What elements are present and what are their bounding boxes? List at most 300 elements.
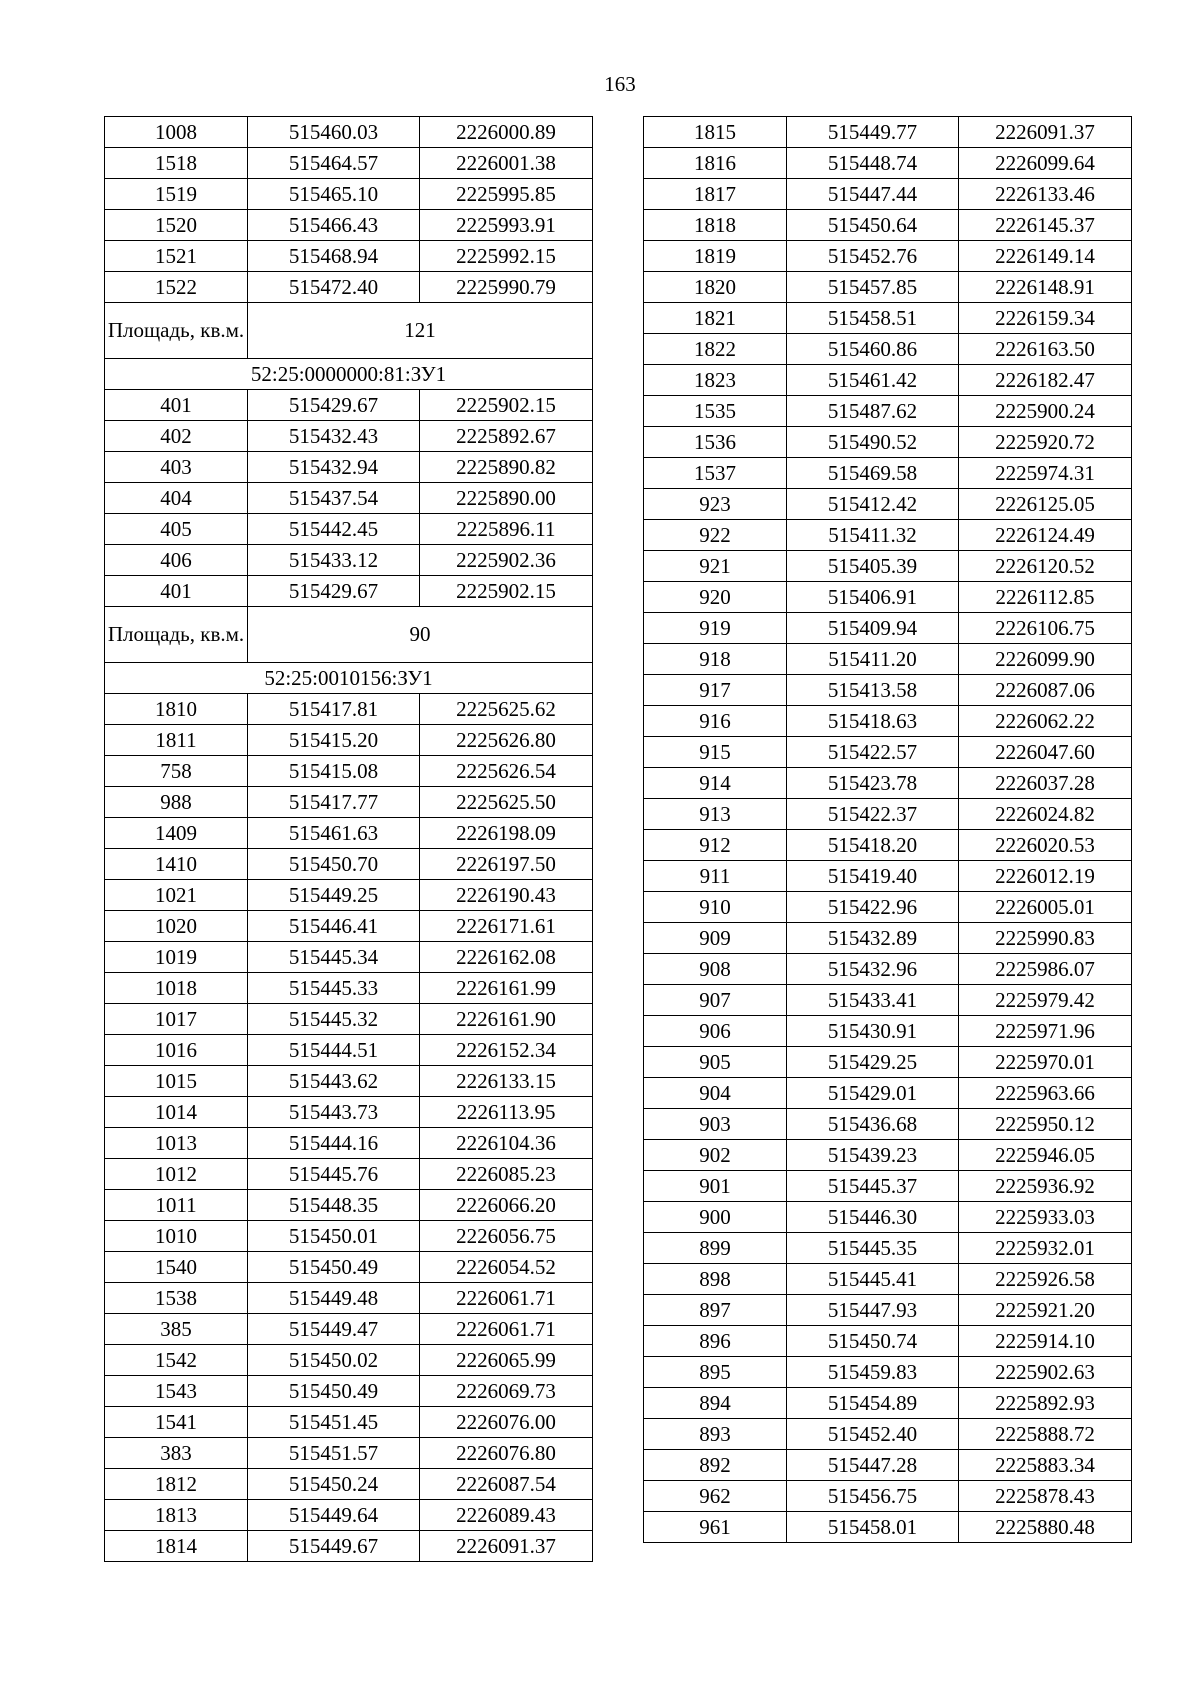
point-number-cell: 1015 <box>105 1066 248 1097</box>
x-coordinate-cell: 515450.74 <box>787 1326 959 1357</box>
point-number-cell: 961 <box>644 1512 787 1543</box>
table-row <box>644 1233 1132 1264</box>
point-number-cell: 1522 <box>105 272 248 303</box>
x-coordinate-cell: 515450.01 <box>248 1221 420 1252</box>
x-coordinate-cell: 515445.76 <box>248 1159 420 1190</box>
table-row <box>105 117 593 148</box>
y-coordinate-cell: 2226091.37 <box>959 117 1132 148</box>
x-coordinate-cell: 515450.49 <box>248 1252 420 1283</box>
table-row <box>105 756 593 787</box>
coordinates-table-right <box>643 116 1132 1543</box>
point-number-cell: 1018 <box>105 973 248 1004</box>
y-coordinate-cell: 2226161.90 <box>420 1004 593 1035</box>
x-coordinate-cell: 515411.32 <box>787 520 959 551</box>
x-coordinate-cell: 515446.30 <box>787 1202 959 1233</box>
area-value-cell: 90 <box>248 607 593 663</box>
x-coordinate-cell: 515439.23 <box>787 1140 959 1171</box>
table-row <box>105 818 593 849</box>
x-coordinate-cell: 515444.51 <box>248 1035 420 1066</box>
table-row <box>105 1097 593 1128</box>
y-coordinate-cell: 2225932.01 <box>959 1233 1132 1264</box>
x-coordinate-cell: 515450.70 <box>248 849 420 880</box>
table-row <box>105 241 593 272</box>
table-row <box>644 1171 1132 1202</box>
coordinates-table-right-body <box>644 117 1132 1543</box>
point-number-cell: 902 <box>644 1140 787 1171</box>
x-coordinate-cell: 515417.77 <box>248 787 420 818</box>
x-coordinate-cell: 515447.93 <box>787 1295 959 1326</box>
table-row <box>644 1450 1132 1481</box>
x-coordinate-cell: 515430.91 <box>787 1016 959 1047</box>
point-number-cell: 1409 <box>105 818 248 849</box>
point-number-cell: 1821 <box>644 303 787 334</box>
y-coordinate-cell: 2226104.36 <box>420 1128 593 1159</box>
point-number-cell: 915 <box>644 737 787 768</box>
x-coordinate-cell: 515459.83 <box>787 1357 959 1388</box>
point-number-cell: 1540 <box>105 1252 248 1283</box>
y-coordinate-cell: 2226161.99 <box>420 973 593 1004</box>
y-coordinate-cell: 2225933.03 <box>959 1202 1132 1233</box>
y-coordinate-cell: 2225970.01 <box>959 1047 1132 1078</box>
x-coordinate-cell: 515450.49 <box>248 1376 420 1407</box>
table-row <box>644 1264 1132 1295</box>
table-row <box>105 545 593 576</box>
table-row <box>105 1500 593 1531</box>
x-coordinate-cell: 515445.41 <box>787 1264 959 1295</box>
table-row <box>644 1295 1132 1326</box>
point-number-cell: 923 <box>644 489 787 520</box>
point-number-cell: 895 <box>644 1357 787 1388</box>
x-coordinate-cell: 515472.40 <box>248 272 420 303</box>
y-coordinate-cell: 2226197.50 <box>420 849 593 880</box>
y-coordinate-cell: 2225963.66 <box>959 1078 1132 1109</box>
x-coordinate-cell: 515436.68 <box>787 1109 959 1140</box>
point-number-cell: 988 <box>105 787 248 818</box>
y-coordinate-cell: 2225990.83 <box>959 923 1132 954</box>
table-row <box>105 1035 593 1066</box>
point-number-cell: 401 <box>105 390 248 421</box>
x-coordinate-cell: 515445.37 <box>787 1171 959 1202</box>
y-coordinate-cell: 2226148.91 <box>959 272 1132 303</box>
point-number-cell: 900 <box>644 1202 787 1233</box>
table-row <box>644 365 1132 396</box>
point-number-cell: 904 <box>644 1078 787 1109</box>
x-coordinate-cell: 515418.20 <box>787 830 959 861</box>
table-row <box>105 1004 593 1035</box>
y-coordinate-cell: 2225914.10 <box>959 1326 1132 1357</box>
table-row <box>105 694 593 725</box>
table-row <box>644 737 1132 768</box>
x-coordinate-cell: 515445.35 <box>787 1233 959 1264</box>
y-coordinate-cell: 2226159.34 <box>959 303 1132 334</box>
y-coordinate-cell: 2225902.15 <box>420 576 593 607</box>
point-number-cell: 402 <box>105 421 248 452</box>
y-coordinate-cell: 2226106.75 <box>959 613 1132 644</box>
y-coordinate-cell: 2226133.46 <box>959 179 1132 210</box>
cadastral-number-row <box>105 359 593 390</box>
y-coordinate-cell: 2226000.89 <box>420 117 593 148</box>
y-coordinate-cell: 2226012.19 <box>959 861 1132 892</box>
x-coordinate-cell: 515437.54 <box>248 483 420 514</box>
y-coordinate-cell: 2226091.37 <box>420 1531 593 1562</box>
x-coordinate-cell: 515429.67 <box>248 390 420 421</box>
x-coordinate-cell: 515449.47 <box>248 1314 420 1345</box>
x-coordinate-cell: 515450.24 <box>248 1469 420 1500</box>
table-row <box>644 1481 1132 1512</box>
x-coordinate-cell: 515417.81 <box>248 694 420 725</box>
point-number-cell: 1011 <box>105 1190 248 1221</box>
y-coordinate-cell: 2225946.05 <box>959 1140 1132 1171</box>
x-coordinate-cell: 515409.94 <box>787 613 959 644</box>
x-coordinate-cell: 515454.89 <box>787 1388 959 1419</box>
table-row <box>644 427 1132 458</box>
table-row <box>105 942 593 973</box>
table-row <box>644 613 1132 644</box>
table-row <box>644 1326 1132 1357</box>
x-coordinate-cell: 515446.41 <box>248 911 420 942</box>
table-row <box>644 148 1132 179</box>
y-coordinate-cell: 2225896.11 <box>420 514 593 545</box>
table-row <box>644 489 1132 520</box>
y-coordinate-cell: 2226001.38 <box>420 148 593 179</box>
point-number-cell: 1013 <box>105 1128 248 1159</box>
table-row <box>644 1016 1132 1047</box>
table-row <box>105 483 593 514</box>
point-number-cell: 905 <box>644 1047 787 1078</box>
table-row <box>105 576 593 607</box>
y-coordinate-cell: 2226087.54 <box>420 1469 593 1500</box>
table-row <box>644 923 1132 954</box>
x-coordinate-cell: 515433.41 <box>787 985 959 1016</box>
x-coordinate-cell: 515448.74 <box>787 148 959 179</box>
point-number-cell: 1020 <box>105 911 248 942</box>
point-number-cell: 1537 <box>644 458 787 489</box>
point-number-cell: 914 <box>644 768 787 799</box>
x-coordinate-cell: 515411.20 <box>787 644 959 675</box>
y-coordinate-cell: 2225995.85 <box>420 179 593 210</box>
table-row <box>105 1438 593 1469</box>
point-number-cell: 1817 <box>644 179 787 210</box>
x-coordinate-cell: 515445.32 <box>248 1004 420 1035</box>
point-number-cell: 1815 <box>644 117 787 148</box>
point-number-cell: 401 <box>105 576 248 607</box>
x-coordinate-cell: 515433.12 <box>248 545 420 576</box>
point-number-cell: 921 <box>644 551 787 582</box>
x-coordinate-cell: 515443.62 <box>248 1066 420 1097</box>
x-coordinate-cell: 515466.43 <box>248 210 420 241</box>
x-coordinate-cell: 515449.64 <box>248 1500 420 1531</box>
table-row <box>644 1140 1132 1171</box>
point-number-cell: 1813 <box>105 1500 248 1531</box>
point-number-cell: 920 <box>644 582 787 613</box>
x-coordinate-cell: 515406.91 <box>787 582 959 613</box>
y-coordinate-cell: 2226087.06 <box>959 675 1132 706</box>
y-coordinate-cell: 2225888.72 <box>959 1419 1132 1450</box>
table-row <box>105 1252 593 1283</box>
x-coordinate-cell: 515432.94 <box>248 452 420 483</box>
point-number-cell: 1536 <box>644 427 787 458</box>
x-coordinate-cell: 515468.94 <box>248 241 420 272</box>
y-coordinate-cell: 2226124.49 <box>959 520 1132 551</box>
table-row <box>644 706 1132 737</box>
y-coordinate-cell: 2226120.52 <box>959 551 1132 582</box>
table-row <box>105 179 593 210</box>
y-coordinate-cell: 2226099.64 <box>959 148 1132 179</box>
y-coordinate-cell: 2226065.99 <box>420 1345 593 1376</box>
y-coordinate-cell: 2226020.53 <box>959 830 1132 861</box>
y-coordinate-cell: 2225892.93 <box>959 1388 1132 1419</box>
y-coordinate-cell: 2226145.37 <box>959 210 1132 241</box>
point-number-cell: 1008 <box>105 117 248 148</box>
x-coordinate-cell: 515418.63 <box>787 706 959 737</box>
table-row <box>105 452 593 483</box>
point-number-cell: 1816 <box>644 148 787 179</box>
y-coordinate-cell: 2226047.60 <box>959 737 1132 768</box>
table-row <box>105 148 593 179</box>
table-row <box>644 644 1132 675</box>
x-coordinate-cell: 515429.01 <box>787 1078 959 1109</box>
page-number: 163 <box>604 72 636 96</box>
point-number-cell: 922 <box>644 520 787 551</box>
table-row <box>105 911 593 942</box>
point-number-cell: 1541 <box>105 1407 248 1438</box>
point-number-cell: 893 <box>644 1419 787 1450</box>
x-coordinate-cell: 515429.25 <box>787 1047 959 1078</box>
point-number-cell: 899 <box>644 1233 787 1264</box>
x-coordinate-cell: 515469.58 <box>787 458 959 489</box>
table-row <box>105 1221 593 1252</box>
point-number-cell: 405 <box>105 514 248 545</box>
y-coordinate-cell: 2225626.80 <box>420 725 593 756</box>
table-row <box>644 551 1132 582</box>
y-coordinate-cell: 2226076.00 <box>420 1407 593 1438</box>
point-number-cell: 1521 <box>105 241 248 272</box>
table-row <box>644 1512 1132 1543</box>
x-coordinate-cell: 515452.76 <box>787 241 959 272</box>
table-row <box>644 1047 1132 1078</box>
x-coordinate-cell: 515461.42 <box>787 365 959 396</box>
point-number-cell: 1543 <box>105 1376 248 1407</box>
table-row <box>644 892 1132 923</box>
x-coordinate-cell: 515415.08 <box>248 756 420 787</box>
y-coordinate-cell: 2226152.34 <box>420 1035 593 1066</box>
y-coordinate-cell: 2225936.92 <box>959 1171 1132 1202</box>
x-coordinate-cell: 515457.85 <box>787 272 959 303</box>
table-row <box>644 1357 1132 1388</box>
y-coordinate-cell: 2226062.22 <box>959 706 1132 737</box>
point-number-cell: 385 <box>105 1314 248 1345</box>
point-number-cell: 896 <box>644 1326 787 1357</box>
x-coordinate-cell: 515449.77 <box>787 117 959 148</box>
point-number-cell: 909 <box>644 923 787 954</box>
table-row <box>105 390 593 421</box>
x-coordinate-cell: 515448.35 <box>248 1190 420 1221</box>
table-row <box>644 1419 1132 1450</box>
y-coordinate-cell: 2225626.54 <box>420 756 593 787</box>
table-row <box>644 396 1132 427</box>
x-coordinate-cell: 515422.57 <box>787 737 959 768</box>
x-coordinate-cell: 515423.78 <box>787 768 959 799</box>
point-number-cell: 1812 <box>105 1469 248 1500</box>
point-number-cell: 1822 <box>644 334 787 365</box>
point-number-cell: 1520 <box>105 210 248 241</box>
y-coordinate-cell: 2226069.73 <box>420 1376 593 1407</box>
table-row <box>644 1078 1132 1109</box>
point-number-cell: 1012 <box>105 1159 248 1190</box>
area-value-cell: 121 <box>248 303 593 359</box>
table-row <box>644 954 1132 985</box>
y-coordinate-cell: 2226112.85 <box>959 582 1132 613</box>
point-number-cell: 404 <box>105 483 248 514</box>
x-coordinate-cell: 515460.03 <box>248 117 420 148</box>
point-number-cell: 1010 <box>105 1221 248 1252</box>
point-number-cell: 1518 <box>105 148 248 179</box>
y-coordinate-cell: 2225625.50 <box>420 787 593 818</box>
y-coordinate-cell: 2225990.79 <box>420 272 593 303</box>
y-coordinate-cell: 2226162.08 <box>420 942 593 973</box>
point-number-cell: 906 <box>644 1016 787 1047</box>
y-coordinate-cell: 2225971.96 <box>959 1016 1132 1047</box>
x-coordinate-cell: 515415.20 <box>248 725 420 756</box>
table-row <box>644 458 1132 489</box>
area-row <box>105 607 593 663</box>
x-coordinate-cell: 515432.89 <box>787 923 959 954</box>
x-coordinate-cell: 515451.57 <box>248 1438 420 1469</box>
y-coordinate-cell: 2226037.28 <box>959 768 1132 799</box>
y-coordinate-cell: 2225979.42 <box>959 985 1132 1016</box>
x-coordinate-cell: 515412.42 <box>787 489 959 520</box>
table-row <box>105 1407 593 1438</box>
y-coordinate-cell: 2225993.91 <box>420 210 593 241</box>
x-coordinate-cell: 515432.43 <box>248 421 420 452</box>
table-row <box>105 272 593 303</box>
x-coordinate-cell: 515450.02 <box>248 1345 420 1376</box>
point-number-cell: 912 <box>644 830 787 861</box>
y-coordinate-cell: 2226113.95 <box>420 1097 593 1128</box>
table-row <box>644 1109 1132 1140</box>
x-coordinate-cell: 515413.58 <box>787 675 959 706</box>
point-number-cell: 1017 <box>105 1004 248 1035</box>
point-number-cell: 903 <box>644 1109 787 1140</box>
y-coordinate-cell: 2225902.63 <box>959 1357 1132 1388</box>
point-number-cell: 918 <box>644 644 787 675</box>
table-row <box>105 1066 593 1097</box>
table-row <box>105 514 593 545</box>
table-row <box>105 1283 593 1314</box>
point-number-cell: 962 <box>644 1481 787 1512</box>
x-coordinate-cell: 515449.67 <box>248 1531 420 1562</box>
point-number-cell: 917 <box>644 675 787 706</box>
point-number-cell: 910 <box>644 892 787 923</box>
y-coordinate-cell: 2225890.82 <box>420 452 593 483</box>
y-coordinate-cell: 2226133.15 <box>420 1066 593 1097</box>
coordinates-table-left-body <box>105 117 593 1562</box>
table-row <box>644 768 1132 799</box>
table-row <box>644 1388 1132 1419</box>
table-row <box>644 303 1132 334</box>
table-row <box>644 861 1132 892</box>
point-number-cell: 1814 <box>105 1531 248 1562</box>
y-coordinate-cell: 2226066.20 <box>420 1190 593 1221</box>
y-coordinate-cell: 2226190.43 <box>420 880 593 911</box>
point-number-cell: 913 <box>644 799 787 830</box>
x-coordinate-cell: 515458.51 <box>787 303 959 334</box>
y-coordinate-cell: 2225880.48 <box>959 1512 1132 1543</box>
x-coordinate-cell: 515432.96 <box>787 954 959 985</box>
point-number-cell: 898 <box>644 1264 787 1295</box>
y-coordinate-cell: 2226085.23 <box>420 1159 593 1190</box>
table-row <box>644 985 1132 1016</box>
point-number-cell: 1021 <box>105 880 248 911</box>
point-number-cell: 403 <box>105 452 248 483</box>
point-number-cell: 1014 <box>105 1097 248 1128</box>
point-number-cell: 907 <box>644 985 787 1016</box>
point-number-cell: 1519 <box>105 179 248 210</box>
point-number-cell: 1818 <box>644 210 787 241</box>
point-number-cell: 1810 <box>105 694 248 725</box>
y-coordinate-cell: 2226089.43 <box>420 1500 593 1531</box>
cadastral-number-cell: 52:25:0000000:81:ЗУ1 <box>105 359 593 390</box>
x-coordinate-cell: 515444.16 <box>248 1128 420 1159</box>
point-number-cell: 901 <box>644 1171 787 1202</box>
y-coordinate-cell: 2225902.15 <box>420 390 593 421</box>
point-number-cell: 1823 <box>644 365 787 396</box>
table-row <box>644 241 1132 272</box>
y-coordinate-cell: 2226182.47 <box>959 365 1132 396</box>
y-coordinate-cell: 2225892.67 <box>420 421 593 452</box>
y-coordinate-cell: 2226099.90 <box>959 644 1132 675</box>
y-coordinate-cell: 2225878.43 <box>959 1481 1132 1512</box>
x-coordinate-cell: 515465.10 <box>248 179 420 210</box>
x-coordinate-cell: 515449.25 <box>248 880 420 911</box>
table-row <box>105 787 593 818</box>
x-coordinate-cell: 515445.33 <box>248 973 420 1004</box>
table-row <box>644 179 1132 210</box>
area-label-cell: Площадь, кв.м. <box>105 607 248 663</box>
point-number-cell: 406 <box>105 545 248 576</box>
table-row <box>105 1376 593 1407</box>
y-coordinate-cell: 2226171.61 <box>420 911 593 942</box>
point-number-cell: 892 <box>644 1450 787 1481</box>
y-coordinate-cell: 2226061.71 <box>420 1283 593 1314</box>
x-coordinate-cell: 515458.01 <box>787 1512 959 1543</box>
x-coordinate-cell: 515461.63 <box>248 818 420 849</box>
y-coordinate-cell: 2225974.31 <box>959 458 1132 489</box>
table-row <box>105 1531 593 1562</box>
table-row <box>644 1202 1132 1233</box>
table-row <box>644 272 1132 303</box>
point-number-cell: 1019 <box>105 942 248 973</box>
point-number-cell: 908 <box>644 954 787 985</box>
point-number-cell: 758 <box>105 756 248 787</box>
x-coordinate-cell: 515456.75 <box>787 1481 959 1512</box>
point-number-cell: 1538 <box>105 1283 248 1314</box>
x-coordinate-cell: 515443.73 <box>248 1097 420 1128</box>
y-coordinate-cell: 2226076.80 <box>420 1438 593 1469</box>
y-coordinate-cell: 2225920.72 <box>959 427 1132 458</box>
point-number-cell: 916 <box>644 706 787 737</box>
point-number-cell: 894 <box>644 1388 787 1419</box>
y-coordinate-cell: 2226024.82 <box>959 799 1132 830</box>
point-number-cell: 1820 <box>644 272 787 303</box>
area-row <box>105 303 593 359</box>
y-coordinate-cell: 2226198.09 <box>420 818 593 849</box>
table-row <box>644 334 1132 365</box>
table-row <box>644 520 1132 551</box>
point-number-cell: 1542 <box>105 1345 248 1376</box>
y-coordinate-cell: 2225890.00 <box>420 483 593 514</box>
point-number-cell: 1819 <box>644 241 787 272</box>
